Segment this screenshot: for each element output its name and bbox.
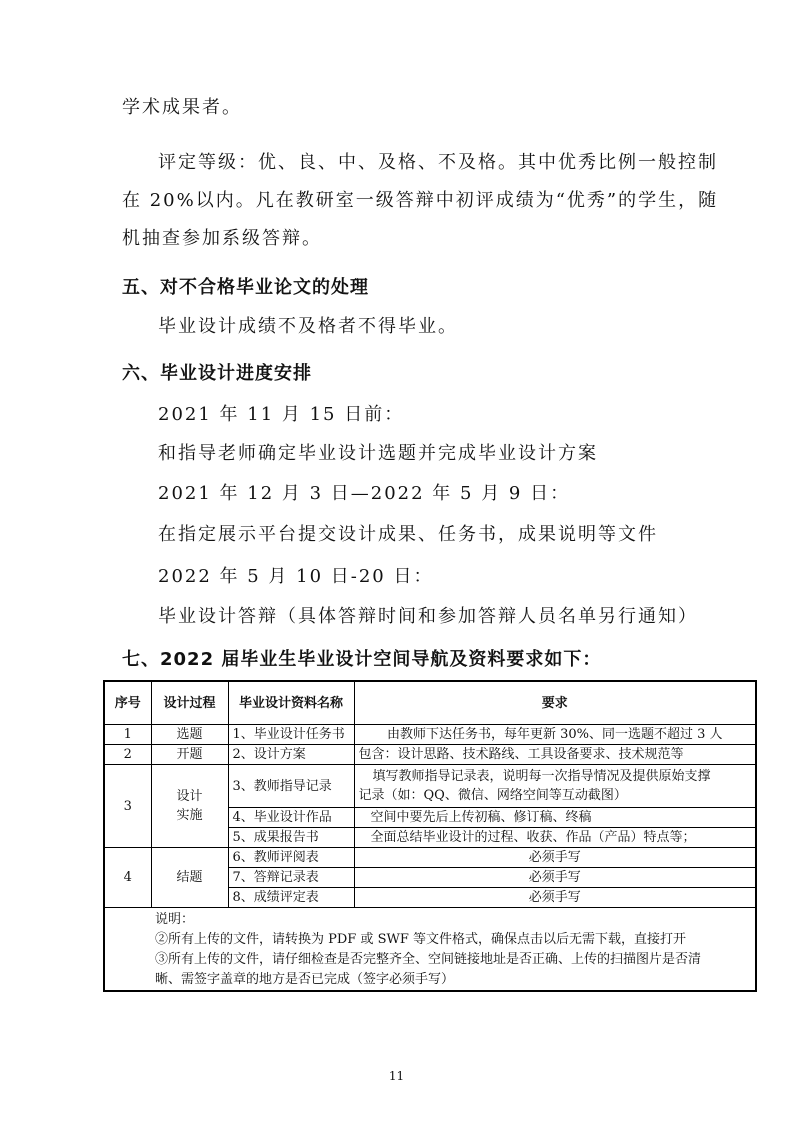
- table-row: [104, 725, 756, 745]
- material-name: 7、答辩记录表: [228, 868, 354, 888]
- requirement-cell: 全面总结毕业设计的过程、收获、作品（产品）特点等；: [354, 828, 756, 848]
- row-number: 3: [104, 765, 151, 848]
- material-name: 8、成绩评定表: [228, 888, 354, 908]
- material-name: 1、毕业设计任务书: [228, 725, 354, 745]
- requirement-cell: 必须手写: [354, 848, 756, 868]
- material-name: 5、成果报告书: [228, 828, 354, 848]
- paragraph-line: 机抽查参加系级答辩。: [122, 228, 322, 249]
- header-cell: 毕业设计资料名称: [228, 681, 354, 725]
- note-spacer: [104, 908, 151, 992]
- page-number: 11: [388, 1069, 405, 1083]
- requirement-cell: [354, 765, 756, 808]
- section-heading: 五、对不合格毕业论文的处理: [122, 277, 369, 298]
- requirement-cell: 由教师下达任务书，每年更新 30%、同一选题不超过 3 人: [354, 725, 756, 745]
- row-number: 4: [104, 848, 151, 908]
- requirement-line: 填写教师指导记录表，说明每一次指导情况及提供原始支撑: [372, 769, 711, 784]
- paragraph-line: 在 20%以内。凡在教研室一级答辩中初评成绩为“优秀”的学生，随: [122, 190, 719, 211]
- stage-cell: [151, 765, 228, 848]
- table-header-row: [104, 681, 756, 725]
- table-row: [104, 848, 756, 868]
- row-number: 2: [104, 745, 151, 765]
- header-cell: 序号: [104, 681, 151, 725]
- stage-cell: 选题: [151, 725, 228, 745]
- header-cell: 设计过程: [151, 681, 228, 725]
- note-title: 说明：: [155, 912, 195, 927]
- paragraph-line: 学术成果者。: [122, 97, 242, 118]
- requirement-cell: 必须手写: [354, 888, 756, 908]
- requirements-table: [103, 680, 757, 992]
- stage-line: 实施: [176, 808, 203, 823]
- requirement-cell: 包含：设计思路、技术路线、工具设备要求、技术规范等: [354, 745, 756, 765]
- material-name: 2、设计方案: [228, 745, 354, 765]
- table-note-row: [104, 908, 756, 992]
- requirement-cell: 必须手写: [354, 868, 756, 888]
- table-row: [104, 765, 756, 808]
- material-name: 3、教师指导记录: [228, 765, 354, 808]
- stage-cell: 开题: [151, 745, 228, 765]
- schedule-line: 在指定展示平台提交设计成果、任务书，成果说明等文件: [158, 524, 658, 545]
- paragraph-line: 评定等级：优、良、中、及格、不及格。其中优秀比例一般控制: [158, 152, 718, 173]
- section-heading: 六、毕业设计进度安排: [122, 363, 312, 384]
- stage-line: 设计: [176, 789, 203, 804]
- table-row: [104, 745, 756, 765]
- requirement-line: 记录（如：QQ、微信、网络空间等互动截图）: [358, 788, 627, 803]
- note-line: 晰、需签字盖章的地方是否已完成（签字必须手写）: [155, 972, 455, 987]
- schedule-line: 2022 年 5 月 10 日-20 日：: [158, 566, 434, 587]
- note-line: ③所有上传的文件，请仔细检查是否完整齐全、空间链接地址是否正确、上传的扫描图片是否清: [155, 952, 702, 967]
- note-line: ②所有上传的文件，请转换为 PDF 或 SWF 等文件格式，确保点击以后无需下载，直接打开: [155, 932, 687, 947]
- material-name: 6、教师评阅表: [228, 848, 354, 868]
- schedule-line: 2021 年 11 月 15 日前：: [158, 404, 405, 425]
- material-name: 4、毕业设计作品: [228, 808, 354, 828]
- schedule-line: 2021 年 12 月 3 日—2022 年 5 月 9 日：: [158, 483, 571, 504]
- paragraph-line: 毕业设计成绩不及格者不得毕业。: [158, 316, 458, 337]
- requirement-cell: 空间中要先后上传初稿、修订稿、终稿: [354, 808, 756, 828]
- table-note: [151, 908, 756, 992]
- header-cell: 要求: [354, 681, 756, 725]
- section-heading: 七、2022 届毕业生毕业设计空间导航及资料要求如下：: [122, 649, 602, 670]
- stage-cell: 结题: [151, 848, 228, 908]
- row-number: 1: [104, 725, 151, 745]
- schedule-line: 毕业设计答辩（具体答辩时间和参加答辩人员名单另行通知）: [158, 606, 698, 627]
- schedule-line: 和指导老师确定毕业设计选题并完成毕业设计方案: [158, 443, 598, 464]
